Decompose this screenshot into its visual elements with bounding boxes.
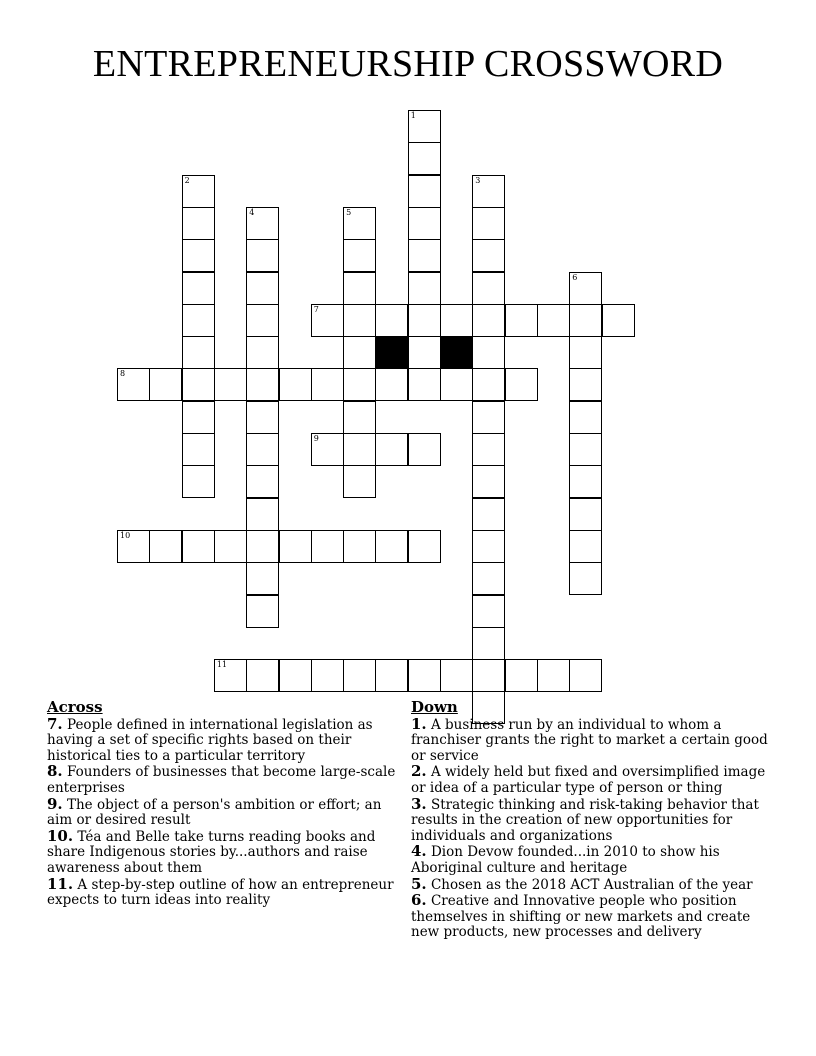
grid-cell[interactable] [569, 304, 602, 337]
grid-cell[interactable] [440, 368, 473, 401]
grid-cell[interactable] [246, 530, 279, 563]
grid-cell[interactable] [472, 207, 505, 240]
grid-cell[interactable] [472, 659, 505, 692]
grid-cell[interactable] [279, 530, 312, 563]
grid-cell[interactable] [472, 368, 505, 401]
down-clues [411, 700, 771, 941]
grid-cell[interactable] [472, 401, 505, 434]
clue-number: 7 [313, 304, 319, 314]
grid-cell[interactable] [569, 465, 602, 498]
grid-cell[interactable] [472, 304, 505, 337]
clue-number: 1 [410, 111, 416, 120]
grid-cell[interactable] [246, 498, 279, 531]
grid-cell[interactable] [569, 498, 602, 531]
grid-cell[interactable] [408, 207, 441, 240]
grid-cell[interactable] [408, 304, 441, 337]
grid-cell[interactable] [246, 562, 279, 595]
clue-text: People defined in international legislation as having a set of specific rights based on their historical ties to a particular territory [47, 716, 373, 764]
grid-cell[interactable] [182, 465, 215, 498]
grid-cell[interactable] [408, 659, 441, 692]
clue-text: Dion Devow founded...in 2010 to show his Aboriginal culture and heritage [411, 844, 720, 876]
grid-cell[interactable] [408, 368, 441, 401]
clue-number-label: 2. [411, 762, 427, 781]
down-heading: Down [411, 698, 458, 716]
clue-number-label: 9. [47, 794, 63, 813]
grid-cell[interactable] [569, 659, 602, 692]
grid-cell[interactable] [408, 433, 441, 466]
grid-cell[interactable] [246, 368, 279, 401]
grid-cell[interactable] [311, 530, 344, 563]
clue-number-label: 11. [47, 874, 74, 893]
grid-cell[interactable] [343, 304, 376, 337]
clue-text: A business run by an individual to whom a franchiser grants the right to market a certain good or service [411, 716, 768, 764]
grid-cell[interactable] [472, 465, 505, 498]
across-clue [47, 874, 397, 909]
grid-cell[interactable] [472, 272, 505, 305]
grid-cell[interactable] [472, 562, 505, 595]
grid-cell[interactable] [117, 368, 150, 401]
grid-cell[interactable] [182, 304, 215, 337]
across-heading: Across [47, 698, 103, 716]
grid-cell[interactable] [246, 433, 279, 466]
grid-cell[interactable] [569, 401, 602, 434]
clue-text: The object of a person's ambition or effort; an aim or desired result [47, 796, 382, 829]
grid-cell[interactable] [246, 304, 279, 337]
grid-cell[interactable] [246, 272, 279, 305]
grid-cell[interactable] [569, 336, 602, 369]
grid-cell[interactable] [408, 239, 441, 272]
clue-text: Téa and Belle take turns reading books and share Indigenous stories by...authors and raise awareness about them [47, 828, 376, 876]
grid-cell[interactable] [408, 530, 441, 563]
grid-cell[interactable] [408, 336, 441, 369]
clue-number: 2 [184, 175, 190, 185]
grid-cell[interactable] [408, 142, 441, 175]
grid-cell[interactable] [182, 433, 215, 466]
clue-text: Creative and Innovative people who position themselves in shifting or new markets and create new products, new processes and delivery [411, 893, 751, 941]
grid-cell[interactable] [569, 530, 602, 563]
grid-cell[interactable] [505, 659, 538, 692]
grid-cell[interactable] [182, 336, 215, 369]
grid-cell[interactable] [505, 368, 538, 401]
black-cell [440, 336, 473, 369]
grid-cell[interactable] [279, 368, 312, 401]
across-clue [47, 764, 397, 796]
grid-cell[interactable] [602, 304, 635, 337]
grid-cell[interactable] [375, 659, 408, 692]
down-clue [411, 874, 771, 894]
clue-text: Founders of businesses that become large-scale enterprises [47, 764, 396, 796]
grid-cell[interactable] [440, 659, 473, 692]
clue-number: 10 [120, 530, 131, 540]
grid-cell[interactable] [472, 627, 505, 660]
clue-number-label: 4. [411, 842, 427, 861]
down-clue [411, 794, 771, 845]
clue-number-label: 7. [47, 714, 63, 733]
grid-cell[interactable] [246, 465, 279, 498]
clue-number-label: 10. [47, 826, 74, 845]
grid-cell[interactable] [182, 272, 215, 305]
grid-cell[interactable] [246, 659, 279, 692]
grid-cell[interactable] [569, 433, 602, 466]
grid-cell[interactable] [343, 336, 376, 369]
clue-text: Strategic thinking and risk-taking behavior that results in the creation of new opportunities for individuals and organizations [411, 796, 759, 844]
grid-cell[interactable] [311, 304, 344, 337]
grid-cell[interactable] [472, 595, 505, 628]
down-clue [411, 844, 771, 876]
grid-cell[interactable] [408, 110, 441, 143]
grid-cell[interactable] [408, 272, 441, 305]
grid-cell[interactable] [182, 207, 215, 240]
grid-cell[interactable] [182, 530, 215, 563]
down-clue [411, 764, 771, 796]
grid-cell[interactable] [472, 239, 505, 272]
grid-cell[interactable] [246, 336, 279, 369]
grid-cell[interactable] [311, 433, 344, 466]
across-clue [47, 826, 397, 877]
across-clues [47, 700, 397, 909]
grid-cell[interactable] [472, 336, 505, 369]
grid-cell[interactable] [408, 175, 441, 208]
grid-cell[interactable] [537, 304, 570, 337]
grid-cell[interactable] [343, 530, 376, 563]
grid-cell[interactable] [214, 368, 247, 401]
across-clue-list [47, 714, 397, 909]
grid-cell[interactable] [214, 530, 247, 563]
grid-cell[interactable] [375, 304, 408, 337]
grid-cell[interactable] [472, 498, 505, 531]
clue-text: Chosen as the 2018 ACT Australian of the year [430, 876, 753, 893]
grid-cell[interactable] [343, 433, 376, 466]
grid-cell[interactable] [246, 239, 279, 272]
grid-cell[interactable] [472, 530, 505, 563]
grid-cell[interactable] [343, 401, 376, 434]
grid-cell[interactable] [343, 465, 376, 498]
clue-number: 5 [346, 207, 352, 217]
page-title: ENTREPRENEURSHIP CROSSWORD [92, 43, 724, 85]
grid-cell[interactable] [182, 175, 215, 208]
clue-number-label: 8. [47, 762, 63, 781]
grid-cell[interactable] [279, 659, 312, 692]
down-clue-list [411, 714, 771, 941]
grid-cell[interactable] [569, 368, 602, 401]
grid-cell[interactable] [375, 530, 408, 563]
grid-cell[interactable] [343, 659, 376, 692]
grid-cell[interactable] [182, 368, 215, 401]
grid-cell[interactable] [182, 239, 215, 272]
down-clue [411, 893, 771, 941]
grid-cell[interactable] [472, 433, 505, 466]
clue-text: A step-by-step outline of how an entrepreneur expects to turn ideas into reality [47, 876, 394, 909]
clue-number: 4 [249, 207, 255, 217]
grid-cell[interactable] [343, 368, 376, 401]
clue-number: 8 [120, 369, 126, 379]
black-cell [375, 336, 408, 369]
grid-cell[interactable] [182, 401, 215, 434]
across-clue [47, 794, 397, 829]
grid-cell[interactable] [149, 368, 182, 401]
grid-cell[interactable] [569, 562, 602, 595]
grid-cell[interactable] [375, 368, 408, 401]
grid-cell[interactable] [311, 368, 344, 401]
clue-number: 3 [475, 175, 481, 185]
grid-cell[interactable] [472, 175, 505, 208]
grid-cell[interactable] [246, 595, 279, 628]
clue-number-label: 1. [411, 714, 427, 733]
grid-cell[interactable] [343, 272, 376, 305]
grid-cell[interactable] [311, 659, 344, 692]
grid-cell[interactable] [569, 272, 602, 305]
grid-cell[interactable] [246, 207, 279, 240]
clue-number: 11 [216, 660, 228, 670]
grid-cell[interactable] [505, 304, 538, 337]
grid-cell[interactable] [149, 530, 182, 563]
grid-cell[interactable] [440, 304, 473, 337]
down-clue [411, 714, 771, 765]
clue-number-label: 6. [411, 891, 427, 910]
grid-cell[interactable] [214, 659, 247, 692]
grid-cell[interactable] [343, 239, 376, 272]
clue-number-label: 5. [411, 874, 427, 893]
clue-number: 6 [572, 272, 578, 282]
grid-cell[interactable] [246, 401, 279, 434]
grid-cell[interactable] [375, 433, 408, 466]
grid-cell[interactable] [117, 530, 150, 563]
across-clue [47, 714, 397, 765]
clue-number-label: 3. [411, 794, 427, 813]
clue-text: A widely held but fixed and oversimplified image or idea of a particular type of person or thing [411, 764, 766, 796]
clue-number: 9 [313, 434, 319, 443]
grid-cell[interactable] [343, 207, 376, 240]
grid-cell[interactable] [537, 659, 570, 692]
